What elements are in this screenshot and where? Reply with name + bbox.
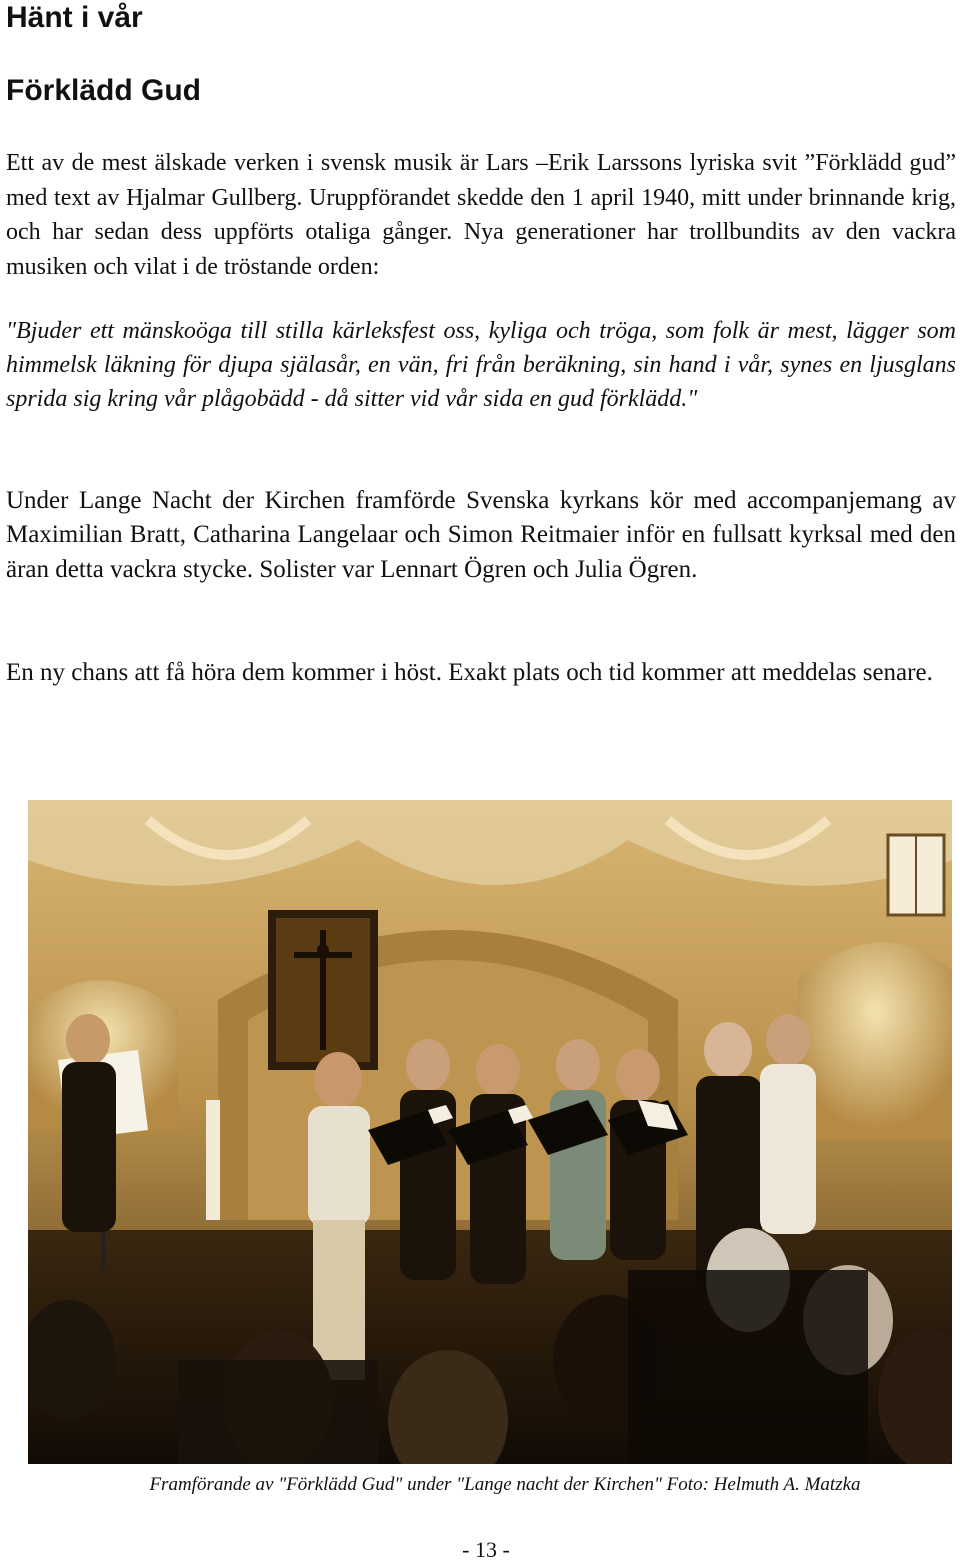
- photo-caption: Framförande av "Förklädd Gud" under "Lange nacht der Kirchen" Foto: Helmuth A. Matzka: [149, 1474, 861, 1495]
- section-title: Hänt i vår: [6, 1, 143, 34]
- performance-paragraph: Under Lange Nacht der Kirchen framförde Svenska kyrkans kör med accompanjemang av Maximilian Bratt, Catharina Langelaar och Simon Reitmaier inför en fullsatt kyrksal med den äran detta vackra stycke. Solister var Lennart Ögren och Julia Ögren.: [6, 487, 956, 583]
- choir-photo-illustration: [28, 800, 952, 1464]
- page-number: - 13 -: [462, 1537, 510, 1562]
- intro-paragraph: Ett av de mest älskade verken i svensk musik är Lars –Erik Larssons lyriska svit ”Förklädd gud” med text av Hjalmar Gullberg. Uruppförandet skedde den 1 april 1940, mitt under brinnande krig, och har sedan dess uppförts otaliga gånger. Nya generationer har trollbundits av den vackra musiken och vilat i de tröstande orden:: [6, 150, 956, 280]
- choir-photo: [28, 800, 952, 1464]
- poem-quote: "Bjuder ett mänskoöga till stilla kärleksfest oss, kyliga och tröga, som folk är mest, lägger som himmelsk läkning för djupa själasår, en vän, fri från beräkning, sin hand i vår, synes en ljusglans sprida sig kring vår plågobädd - då sitter vid vår sida en gud förklädd.": [6, 318, 956, 412]
- article-title: Förklädd Gud: [6, 74, 201, 107]
- announcement-paragraph: En ny chans att få höra dem kommer i höst. Exakt plats och tid kommer att meddelas senare.: [6, 659, 933, 686]
